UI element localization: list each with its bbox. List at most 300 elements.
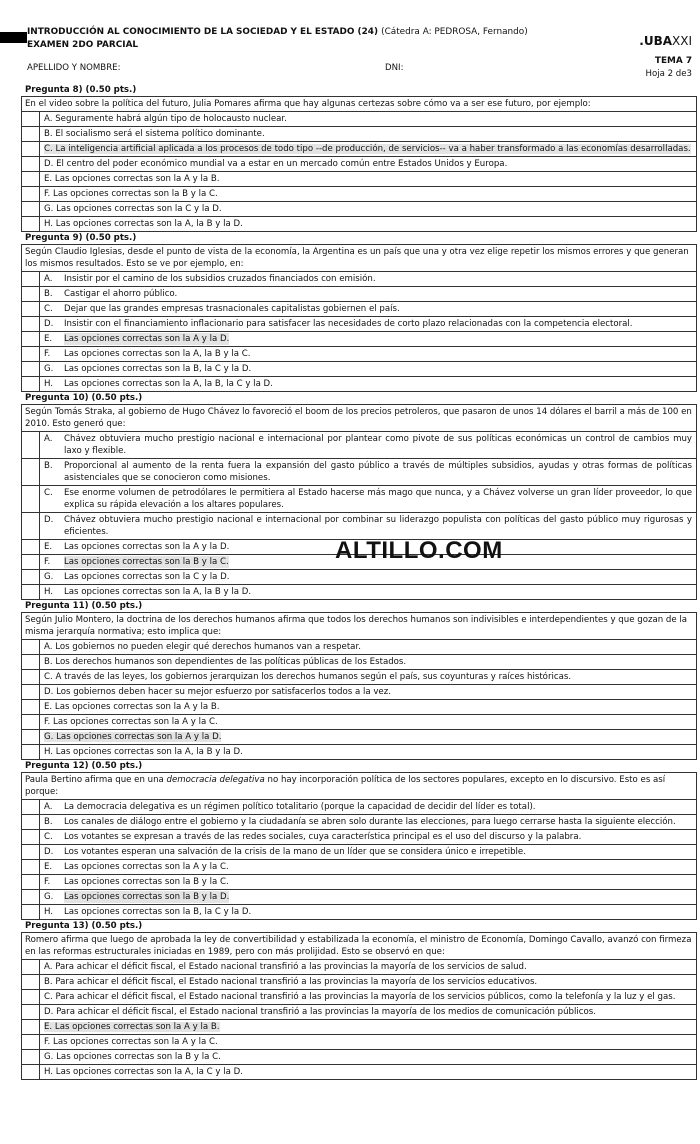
answer-option[interactable]	[21, 685, 697, 700]
answer-option[interactable]	[21, 670, 697, 685]
answer-checkbox[interactable]	[21, 655, 40, 670]
answer-option[interactable]	[21, 745, 697, 760]
answer-option[interactable]	[21, 715, 697, 730]
option-text	[44, 962, 527, 972]
option-letter: H.	[44, 907, 54, 917]
answer-checkbox[interactable]	[21, 815, 40, 830]
answer-option[interactable]	[21, 1020, 697, 1035]
answer-option[interactable]	[21, 459, 697, 486]
option-letter: C.	[44, 304, 53, 314]
highlighted-option-text	[64, 556, 229, 568]
option-text	[64, 831, 581, 843]
question-block	[21, 600, 697, 760]
answer-option[interactable]	[21, 700, 697, 715]
option-label: Chávez obtuviera mucho prestigio nacional e internacional por plantear como pivote de sus políticas económicas un control de cambios muy laxo y flexible.	[64, 434, 692, 456]
answer-checkbox[interactable]	[21, 459, 40, 486]
option-label: Insistir por el camino de los subsidios cruzados financiados con emisión.	[64, 274, 376, 284]
option-text-cell	[40, 570, 697, 585]
option-label: Para achicar el déficit fiscal, el Estado nacional transfirió a las provincias la mayoría de los servicios de salud.	[55, 962, 527, 972]
option-text-cell	[40, 730, 697, 745]
option-letter: E.	[44, 542, 53, 552]
stem-text: Paula Bertino afirma que en una	[25, 775, 167, 785]
option-label: Ese enorme volumen de petrodólares le permitiera al Estado hacerse más mago que nunca, y a Chávez volverse un gran líder proveedor, lo que explica su rápida elevación a los altares populares.	[64, 488, 692, 510]
answer-checkbox[interactable]	[21, 830, 40, 845]
option-text	[64, 273, 376, 285]
option-letter: F.	[44, 189, 51, 199]
answer-checkbox[interactable]	[21, 990, 40, 1005]
option-label: Las opciones correctas son la B y la C.	[53, 189, 218, 199]
answer-checkbox[interactable]	[21, 960, 40, 975]
option-letter: D.	[44, 159, 54, 169]
option-text-cell	[40, 272, 697, 287]
answer-checkbox[interactable]	[21, 202, 40, 217]
option-text-cell	[40, 127, 697, 142]
option-letter: C.	[44, 488, 53, 498]
option-text-cell	[40, 655, 697, 670]
option-text	[44, 129, 265, 139]
answer-option[interactable]	[21, 112, 697, 127]
answer-checkbox[interactable]	[21, 1020, 40, 1035]
option-text-cell	[40, 875, 697, 890]
exam-subtitle: EXAMEN 2DO PARCIAL	[27, 40, 139, 50]
answer-option[interactable]	[21, 217, 697, 232]
answer-checkbox[interactable]	[21, 187, 40, 202]
question-title: Pregunta 8) (0.50 pts.)	[25, 85, 137, 95]
stem-emphasis: democracia delegativa	[166, 775, 265, 785]
question-title: Pregunta 12) (0.50 pts.)	[25, 761, 143, 771]
answer-checkbox[interactable]	[21, 670, 40, 685]
option-text-cell	[40, 112, 697, 127]
question-stem: En el video sobre la política del futuro, Julia Pomares afirma que hay algunas certezas sobre cómo va a ser ese futuro, por ejemplo:	[21, 96, 697, 112]
answer-checkbox[interactable]	[21, 1005, 40, 1020]
option-letter: B.	[44, 977, 53, 987]
option-letter: B.	[44, 289, 53, 299]
option-label: Las opciones correctas son la A y la D.	[56, 732, 222, 742]
option-text	[44, 687, 391, 697]
answer-option[interactable]	[21, 1050, 697, 1065]
option-label: Las opciones correctas son la B, la C y la D.	[64, 364, 252, 374]
answer-option[interactable]	[21, 890, 697, 905]
option-text	[44, 114, 287, 124]
answer-checkbox[interactable]	[21, 332, 40, 347]
option-text-cell	[40, 975, 697, 990]
option-text-cell	[40, 990, 697, 1005]
option-label: El socialismo será el sistema político dominante.	[55, 129, 265, 139]
option-label: Los votantes se expresan a través de las redes sociales, cuya característica principal es el uso del discurso y la palabra.	[64, 832, 582, 842]
option-letter: G.	[44, 732, 54, 742]
option-text-cell	[40, 157, 697, 172]
option-text	[64, 303, 400, 315]
option-letter: D.	[44, 847, 54, 857]
answer-checkbox[interactable]	[21, 302, 40, 317]
option-text-cell	[40, 202, 697, 217]
option-text-cell	[40, 217, 697, 232]
option-text	[64, 514, 692, 538]
question-block	[21, 84, 697, 232]
option-letter: B.	[44, 657, 53, 667]
answer-option[interactable]	[21, 187, 697, 202]
answer-checkbox[interactable]	[21, 860, 40, 875]
option-letter: C.	[44, 832, 53, 842]
option-label: Proporcional al aumento de la renta fuera la expansión del gasto público a través de múltiples subsidios, ayudas y otras formas de políticas asistenciales que se conocieron como misiones.	[64, 461, 692, 483]
question-block	[21, 232, 697, 392]
option-letter: H.	[44, 379, 54, 389]
option-text	[64, 378, 273, 390]
option-letter: C.	[44, 992, 53, 1002]
option-text	[44, 219, 243, 229]
answer-option[interactable]	[21, 142, 697, 157]
answer-option[interactable]	[21, 830, 697, 845]
option-text	[64, 363, 251, 375]
option-text	[64, 586, 251, 598]
answer-option[interactable]	[21, 960, 697, 975]
option-label: Seguramente habrá algún tipo de holocausto nuclear.	[55, 114, 287, 124]
option-letter: H.	[44, 1067, 54, 1077]
option-text-cell	[40, 1005, 697, 1020]
option-letter: A.	[44, 802, 53, 812]
highlighted-option-text	[44, 1022, 220, 1032]
answer-option[interactable]	[21, 585, 697, 600]
highlighted-option-text	[64, 891, 229, 903]
answer-option[interactable]	[21, 1005, 697, 1020]
answer-checkbox[interactable]	[21, 347, 40, 362]
answer-option[interactable]	[21, 347, 697, 362]
option-label: Los gobiernos deben hacer su mejor esfuerzo por satisfacerlos todos a la vez.	[56, 687, 391, 697]
option-text-cell	[40, 670, 697, 685]
option-label: Para achicar el déficit fiscal, el Estado nacional transfirió a las provincias la mayoría de los servicios educativos.	[55, 977, 538, 987]
option-letter: E.	[44, 862, 53, 872]
option-letter: F.	[44, 349, 51, 359]
question-title: Pregunta 13) (0.50 pts.)	[25, 921, 143, 931]
answer-option[interactable]	[21, 1035, 697, 1050]
option-text-cell	[40, 745, 697, 760]
option-text	[64, 541, 229, 553]
option-letter: D.	[44, 319, 54, 329]
option-letter: B.	[44, 817, 53, 827]
answer-checkbox[interactable]	[21, 745, 40, 760]
answer-option[interactable]	[21, 875, 697, 890]
option-text-cell	[40, 1020, 697, 1035]
option-label: A través de las leyes, los gobiernos jerarquizan los derechos humanos según el país, sus coyunturas y raíces históricas.	[55, 672, 572, 682]
option-letter: C.	[44, 672, 53, 682]
option-letter: A.	[44, 642, 53, 652]
option-text	[64, 861, 229, 873]
option-text-cell	[40, 377, 697, 392]
answer-checkbox[interactable]	[21, 317, 40, 332]
option-text	[64, 348, 250, 360]
answer-checkbox[interactable]	[21, 890, 40, 905]
answer-checkbox[interactable]	[21, 800, 40, 815]
option-text	[44, 747, 243, 757]
option-text-cell	[40, 187, 697, 202]
answer-option[interactable]	[21, 905, 697, 920]
questions-list	[21, 84, 697, 1080]
option-text	[44, 992, 675, 1002]
option-letter: G.	[44, 364, 54, 374]
answer-option[interactable]	[21, 845, 697, 860]
answer-checkbox[interactable]	[21, 362, 40, 377]
option-letter: B.	[44, 129, 53, 139]
option-letter: G.	[44, 572, 54, 582]
option-text	[44, 159, 507, 169]
option-letter: H.	[44, 587, 54, 597]
option-label: Las opciones correctas son la A, la B y la D.	[55, 747, 243, 757]
answer-checkbox[interactable]	[21, 975, 40, 990]
option-text-cell	[40, 142, 697, 157]
option-letter: E.	[44, 334, 53, 344]
answer-checkbox[interactable]	[21, 700, 40, 715]
answer-option[interactable]	[21, 990, 697, 1005]
question-title: Pregunta 10) (0.50 pts.)	[25, 393, 143, 403]
option-label: Los canales de diálogo entre el gobierno y la ciudadanía se abren solo durante las elecciones, para luego cerrarse hasta la siguiente elección.	[64, 817, 676, 827]
answer-checkbox[interactable]	[21, 377, 40, 392]
answer-checkbox[interactable]	[21, 875, 40, 890]
answer-checkbox[interactable]	[21, 432, 40, 459]
option-text	[64, 487, 692, 511]
option-letter: B.	[44, 461, 53, 471]
highlighted-option-text	[64, 333, 229, 345]
option-text-cell	[40, 585, 697, 600]
answer-checkbox[interactable]	[21, 157, 40, 172]
option-text-cell	[40, 459, 697, 486]
answer-option[interactable]	[21, 800, 697, 815]
stem-text: no hay incorporación política de los sectores populares, excepto en lo discursivo. Esto es así porque:	[25, 775, 666, 797]
course-name: INTRODUCCIÓN AL CONOCIMIENTO DE LA SOCIEDAD Y EL ESTADO (24)	[27, 27, 379, 37]
answer-option[interactable]	[21, 157, 697, 172]
answer-option[interactable]	[21, 815, 697, 830]
option-label: Las opciones correctas son la A, la B y la D.	[55, 219, 243, 229]
option-letter: G.	[44, 204, 54, 214]
option-letter: F.	[44, 717, 51, 727]
answer-option[interactable]	[21, 570, 697, 585]
answer-checkbox[interactable]	[21, 555, 40, 570]
tema-label: TEMA 7	[654, 56, 692, 66]
answer-checkbox[interactable]	[21, 640, 40, 655]
option-label: Para achicar el déficit fiscal, el Estado nacional transfirió a las provincias la mayoría de los medios de comunicación públicos.	[56, 1007, 596, 1017]
logo-xxi: XXI	[672, 34, 692, 48]
question-stem	[21, 772, 697, 800]
option-text-cell	[40, 302, 697, 317]
option-letter: C.	[44, 144, 53, 154]
option-label: Las opciones correctas son la B y la C.	[56, 1052, 221, 1062]
option-letter: A.	[44, 274, 53, 284]
option-text-cell	[40, 287, 697, 302]
answer-checkbox[interactable]	[21, 905, 40, 920]
option-letter: F.	[44, 1037, 51, 1047]
option-letter: F.	[44, 557, 51, 567]
option-label: Las opciones correctas son la B y la C.	[64, 557, 229, 567]
question-stem: Según Julio Montero, la doctrina de los derechos humanos afirma que todos los derechos humanos son indivisibles e interdependientes y que gozan de la misma jerarquía normativa; esto implica que:	[21, 612, 697, 640]
answer-checkbox[interactable]	[21, 272, 40, 287]
black-marker-bar	[0, 32, 27, 43]
option-text	[64, 846, 526, 858]
option-letter: D.	[44, 515, 54, 525]
question-block	[21, 392, 697, 600]
option-text	[44, 717, 218, 727]
answer-checkbox[interactable]	[21, 486, 40, 513]
answer-option[interactable]	[21, 860, 697, 875]
option-letter: E.	[44, 174, 53, 184]
answer-checkbox[interactable]	[21, 845, 40, 860]
option-text-cell	[40, 700, 697, 715]
question-stem: Según Claudio Iglesias, desde el punto de vista de la economía, la Argentina es un país que una y otra vez elige repetir los mismos errores y que generan los mismos resultados. Esto se ve por ejemplo, en:	[21, 244, 697, 272]
option-letter: A.	[44, 114, 53, 124]
option-text-cell	[40, 486, 697, 513]
question-block	[21, 920, 697, 1080]
option-text	[64, 571, 229, 583]
option-text	[64, 433, 692, 457]
option-label: Los votantes esperan una salvación de la crisis de la mano de un líder que se considera único e irrepetible.	[64, 847, 526, 857]
option-letter: D.	[44, 1007, 54, 1017]
answer-option[interactable]	[21, 975, 697, 990]
answer-option[interactable]	[21, 362, 697, 377]
apellido-label: APELLIDO Y NOMBRE:	[27, 63, 121, 73]
option-text-cell	[40, 800, 697, 815]
answer-checkbox[interactable]	[21, 513, 40, 540]
answer-option[interactable]	[21, 302, 697, 317]
option-text-cell	[40, 960, 697, 975]
option-label: Las opciones correctas son la A, la C y la D.	[55, 1067, 243, 1077]
option-text-cell	[40, 1065, 697, 1080]
watermark: ALTILLO.COM	[335, 537, 503, 564]
exam-course-title	[27, 27, 528, 38]
option-text-cell	[40, 432, 697, 459]
option-label: Para achicar el déficit fiscal, el Estado nacional transfirió a las provincias la mayoría de los servicios públicos, como la telefonía y la luz y el gas.	[55, 992, 676, 1002]
option-text-cell	[40, 640, 697, 655]
answer-option[interactable]	[21, 655, 697, 670]
option-text-cell	[40, 332, 697, 347]
option-label: Chávez obtuviera mucho prestigio nacional e internacional por combinar su liderazgo populista con políticas del gasto público muy rigurosas y eficientes.	[64, 515, 692, 537]
answer-checkbox[interactable]	[21, 715, 40, 730]
catedra: (Cátedra A: PEDROSA, Fernando)	[381, 27, 528, 37]
option-letter: H.	[44, 747, 54, 757]
option-text-cell	[40, 685, 697, 700]
option-text	[64, 288, 177, 300]
option-letter: E.	[44, 1022, 53, 1032]
option-text-cell	[40, 715, 697, 730]
option-label: Las opciones correctas son la A, la B, la C y la D.	[64, 379, 273, 389]
option-text	[44, 977, 537, 987]
answer-checkbox[interactable]	[21, 540, 40, 555]
option-label: Las opciones correctas son la A, la B y la C.	[64, 349, 251, 359]
highlighted-option-text	[44, 732, 221, 742]
option-text-cell	[40, 317, 697, 332]
option-text	[44, 642, 361, 652]
answer-checkbox[interactable]	[21, 1050, 40, 1065]
answer-checkbox[interactable]	[21, 142, 40, 157]
option-label: Las opciones correctas son la A y la C.	[64, 862, 229, 872]
answer-checkbox[interactable]	[21, 127, 40, 142]
option-text	[44, 1007, 596, 1017]
answer-option[interactable]	[21, 377, 697, 392]
answer-checkbox[interactable]	[21, 1035, 40, 1050]
option-text-cell	[40, 905, 697, 920]
option-text	[64, 801, 536, 813]
option-text-cell	[40, 347, 697, 362]
answer-checkbox[interactable]	[21, 112, 40, 127]
option-label: Las opciones correctas son la A, la B y la D.	[64, 587, 252, 597]
answer-checkbox[interactable]	[21, 730, 40, 745]
option-label: Las opciones correctas son la B y la D.	[64, 892, 230, 902]
dni-label: DNI:	[385, 63, 404, 73]
answer-option[interactable]	[21, 287, 697, 302]
option-text	[44, 1037, 218, 1047]
option-text-cell	[40, 890, 697, 905]
answer-option[interactable]	[21, 1065, 697, 1080]
option-letter: A.	[44, 962, 53, 972]
option-label: Las opciones correctas son la A y la B.	[54, 1022, 220, 1032]
option-label: Las opciones correctas son la B y la C.	[64, 877, 229, 887]
answer-checkbox[interactable]	[21, 217, 40, 232]
answer-option[interactable]	[21, 432, 697, 459]
answer-checkbox[interactable]	[21, 570, 40, 585]
option-label: Las opciones correctas son la A y la C.	[53, 717, 218, 727]
answer-option[interactable]	[21, 272, 697, 287]
option-text-cell	[40, 830, 697, 845]
option-label: Las opciones correctas son la A y la B.	[54, 174, 220, 184]
option-text-cell	[40, 1035, 697, 1050]
option-text	[64, 816, 676, 828]
answer-option[interactable]	[21, 202, 697, 217]
answer-checkbox[interactable]	[21, 1065, 40, 1080]
option-text-cell	[40, 860, 697, 875]
option-letter: G.	[44, 1052, 54, 1062]
option-letter: G.	[44, 892, 54, 902]
option-text-cell	[40, 815, 697, 830]
option-label: Los derechos humanos son dependientes de las políticas públicas de los Estados.	[55, 657, 407, 667]
question-block	[21, 760, 697, 920]
answer-checkbox[interactable]	[21, 287, 40, 302]
question-title: Pregunta 11) (0.50 pts.)	[25, 601, 143, 611]
answer-checkbox[interactable]	[21, 585, 40, 600]
option-text-cell	[40, 1050, 697, 1065]
answer-option[interactable]	[21, 172, 697, 187]
option-letter: D.	[44, 687, 54, 697]
option-text	[44, 204, 222, 214]
option-text-cell	[40, 172, 697, 187]
option-label: Las opciones correctas son la A y la B.	[54, 702, 220, 712]
highlighted-option-text	[44, 144, 691, 154]
option-label: Insistir con el financiamiento inflacionario para satisfacer las necesidades de corto plazo relacionadas con la competencia electoral.	[64, 319, 633, 329]
answer-option[interactable]	[21, 486, 697, 513]
option-label: Las opciones correctas son la C y la D.	[64, 572, 230, 582]
option-label: Las opciones correctas son la C y la D.	[56, 204, 222, 214]
option-text	[44, 174, 220, 184]
option-label: La inteligencia artificial aplicada a los procesos de todo tipo --de producción, de servicios-- va a haber transformado a las economías desarrolladas.	[55, 144, 691, 154]
question-stem: Romero afirma que luego de aprobada la ley de convertibilidad y estabilizada la economía, el ministro de Economía, Domingo Cavallo, avanzó con firmeza en las reformas estructurales iniciadas en 1989, pero con más prolijidad. Esto se observó en que:	[21, 932, 697, 960]
option-text	[44, 702, 220, 712]
hoja-label: Hoja 2 de3	[645, 69, 692, 79]
option-text	[44, 672, 571, 682]
option-letter: A.	[44, 434, 53, 444]
answer-option[interactable]	[21, 730, 697, 745]
option-letter: H.	[44, 219, 54, 229]
option-text	[44, 657, 406, 667]
answer-option[interactable]	[21, 127, 697, 142]
option-label: La democracia delegativa es un régimen político totalitario (porque la capacidad de decidir del líder es total).	[64, 802, 536, 812]
answer-option[interactable]	[21, 332, 697, 347]
option-text	[64, 906, 251, 918]
answer-checkbox[interactable]	[21, 172, 40, 187]
option-label: Dejar que las grandes empresas trasnacionales capitalistas gobiernen el país.	[64, 304, 400, 314]
option-letter: E.	[44, 702, 53, 712]
answer-checkbox[interactable]	[21, 685, 40, 700]
option-text	[44, 189, 218, 199]
answer-option[interactable]	[21, 640, 697, 655]
option-label: Las opciones correctas son la A y la D.	[64, 542, 230, 552]
answer-option[interactable]	[21, 317, 697, 332]
logo-uba: .UBA	[639, 34, 673, 48]
